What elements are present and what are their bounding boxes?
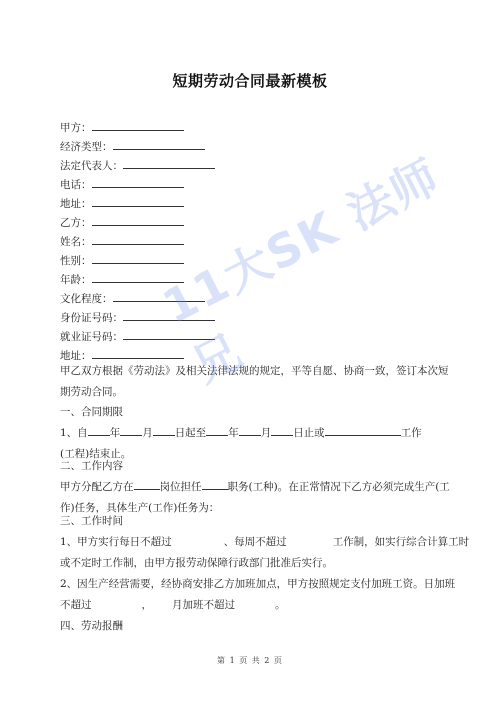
section-work-content xyxy=(60,456,450,519)
text: 、每周不超过 xyxy=(223,536,287,548)
field-blank[interactable] xyxy=(113,139,205,150)
text: 1、自 xyxy=(60,427,88,439)
blank-daily-overtime[interactable] xyxy=(92,598,142,608)
field-blank[interactable] xyxy=(92,272,184,283)
blank-month[interactable] xyxy=(120,425,142,436)
field-label: 姓名： xyxy=(60,236,92,248)
section-remuneration xyxy=(60,616,440,637)
field-label: 甲方： xyxy=(60,122,92,134)
section-heading: 一、合同期限 xyxy=(60,406,123,418)
blank-post[interactable] xyxy=(134,479,160,490)
field-address-a xyxy=(60,196,184,211)
blank-daily-hours[interactable] xyxy=(172,535,224,545)
field-blank[interactable] xyxy=(92,196,184,207)
field-label: 身份证号码： xyxy=(60,312,123,324)
blank-work[interactable] xyxy=(325,425,401,436)
field-party-b xyxy=(60,215,184,230)
text: 年 xyxy=(109,427,121,439)
text: 1、甲方实行每日不超过 xyxy=(60,536,172,548)
text: 不超过 xyxy=(60,599,92,611)
text: 月 xyxy=(260,427,272,439)
text: 日止或 xyxy=(293,427,325,439)
hours-line: 2、因生产经营需要，经协商安排乙方加班加点，甲方按照规定支付加班工资。日加班 xyxy=(60,578,456,590)
field-blank[interactable] xyxy=(92,215,184,226)
field-label: 法定代表人： xyxy=(60,160,123,172)
blank-monthly-overtime[interactable] xyxy=(235,598,275,608)
field-gender xyxy=(60,253,184,268)
field-label: 地址： xyxy=(60,350,92,362)
document-title: 短期劳动合同最新模板 xyxy=(172,72,328,90)
field-id-number xyxy=(60,310,215,325)
field-employment-cert xyxy=(60,329,215,344)
text: 甲方分配乙方在 xyxy=(60,481,134,493)
text: 工作制，如实行综合计算工时 xyxy=(332,536,470,548)
page-footer: 第 1 页 共 2 页 xyxy=(217,656,283,665)
text: 年 xyxy=(228,427,239,439)
field-blank[interactable] xyxy=(123,329,215,340)
field-blank[interactable] xyxy=(113,291,205,302)
field-age xyxy=(60,272,184,287)
field-economic-type xyxy=(60,139,205,154)
field-label: 电话： xyxy=(60,179,92,191)
content-line xyxy=(60,477,450,498)
intro-line: 甲乙双方根据《劳动法》及相关法律法规的规定，平等自愿、协商一致，签订本次短 xyxy=(60,365,449,377)
watermark-logo: 11大SK 法师兄 xyxy=(154,148,449,393)
field-label: 年龄： xyxy=(60,274,92,286)
term-line xyxy=(60,423,440,444)
field-blank[interactable] xyxy=(92,253,184,264)
field-party-a xyxy=(60,120,184,135)
hours-line xyxy=(60,595,440,616)
intro-paragraph xyxy=(60,361,449,403)
text: 月加班不超过 xyxy=(172,599,235,611)
blank-weekly-hours[interactable] xyxy=(287,535,333,545)
text: 岗位担任 xyxy=(159,481,202,493)
blank-month[interactable] xyxy=(239,425,261,436)
field-label: 性别： xyxy=(60,255,92,267)
term-line: (工程)结束止。 xyxy=(60,448,132,460)
field-blank[interactable] xyxy=(92,177,184,188)
field-label: 乙方： xyxy=(60,217,92,229)
hours-line: 或不定时工作制，由甲方报劳动保障行政部门批准后实行。 xyxy=(60,557,333,569)
blank-day[interactable] xyxy=(271,425,293,436)
field-label: 就业证号码： xyxy=(60,331,123,343)
text: 职务(工种)。在正常情况下乙方必须完成生产(工 xyxy=(227,481,450,493)
section-working-hours xyxy=(60,511,470,616)
hours-line xyxy=(60,532,470,553)
field-blank[interactable] xyxy=(92,234,184,245)
field-label: 经济类型： xyxy=(60,141,113,153)
blank-year[interactable] xyxy=(206,425,228,436)
section-heading: 四、劳动报酬 xyxy=(60,620,123,632)
blank-day[interactable] xyxy=(153,425,175,436)
text: 日起至 xyxy=(174,427,207,439)
text: ， xyxy=(141,599,152,611)
section-heading: 二、工作内容 xyxy=(60,460,123,472)
field-phone xyxy=(60,177,184,192)
content-line: 作)任务，具体生产(工作)任务为： xyxy=(60,502,220,514)
section-heading: 三、工作时间 xyxy=(60,515,123,527)
field-blank[interactable] xyxy=(92,348,184,359)
field-legal-representative xyxy=(60,158,215,173)
field-label: 文化程度： xyxy=(60,293,113,305)
text: 工作 xyxy=(400,427,422,439)
field-blank[interactable] xyxy=(92,120,184,131)
field-label: 地址： xyxy=(60,198,92,210)
field-education xyxy=(60,291,205,306)
blank-year[interactable] xyxy=(88,425,110,436)
field-blank[interactable] xyxy=(123,158,215,169)
field-blank[interactable] xyxy=(123,310,215,321)
intro-line: 期劳动合同。 xyxy=(60,386,123,398)
blank-position[interactable] xyxy=(202,479,228,490)
field-name xyxy=(60,234,184,249)
spacer xyxy=(152,598,172,608)
text: 。 xyxy=(275,599,286,611)
text: 月 xyxy=(142,427,153,439)
